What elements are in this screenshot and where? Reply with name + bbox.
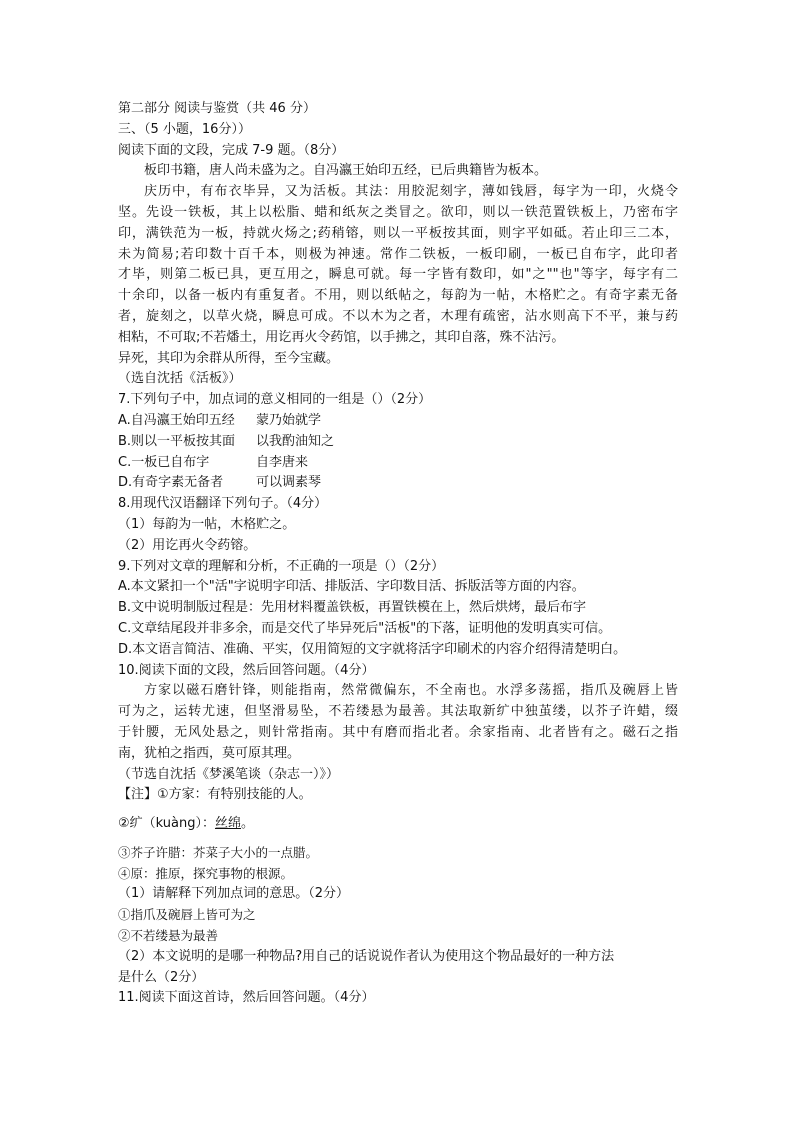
q9-option-a[interactable]: A.本文紧扣一个"活"字说明字印活、排版活、字印数目活、拆版活等方面的内容。 xyxy=(118,579,585,595)
q10-note-1: 【注】①方家：有特别技能的人。 xyxy=(118,787,312,803)
option-sentence-1: C.一板已自布字 xyxy=(118,454,210,470)
q10-stem: 10.阅读下面的文段，然后回答问题。（4分） xyxy=(118,662,375,678)
passage-line: 十余印，以备一板内有重复者。不用，则以纸帖之，每韵为一帖，木格贮之。有奇字素无备 xyxy=(118,288,678,304)
q8-stem: 8.用现代汉语翻译下列句子。（4分） xyxy=(118,496,328,512)
reading-instruction: 阅读下面的文段，完成 7-9 题。（8分） xyxy=(118,142,345,158)
passage-line: 于针腰，无风处悬之，则针常指南。其中有磨而指北者。余家指南、北者皆有之。磁石之指 xyxy=(118,724,678,740)
q11-stem: 11.阅读下面这首诗，然后回答问题。（4分） xyxy=(118,990,375,1006)
option-sentence-1: D.有奇字素无备者 xyxy=(118,475,224,491)
option-sentence-1: B.则以一平板按其面 xyxy=(118,433,236,449)
passage1-paragraph1: 板印书籍，唐人尚未盛为之。自冯瀛王始印五经，已后典籍皆为板本。 xyxy=(144,163,548,179)
note-2-prefix: ②纩（kuàng）： xyxy=(118,816,215,832)
passage-line: 才毕，则第二板已具，更互用之，瞬息可就。每一字皆有数印，如"之""也"等字，每字有二 xyxy=(118,267,678,283)
section-title: 第二部分 阅读与鉴赏（共 46 分） xyxy=(118,101,316,116)
passage-line: 方家以磁石磨针锋，则能指南，然常微偏东，不全南也。水浮多荡摇，指爪及碗唇上皆 xyxy=(144,683,678,699)
passage-line: 相粘，不可取;不若燔土，用讫再火令药馆，以手拂之，其印自落，殊不沾污。 xyxy=(118,329,565,345)
q10-source: （节选自沈括《梦溪笔谈（杂志一）》） xyxy=(118,766,340,782)
passage1-source: （选自沈括《活板》） xyxy=(118,371,242,387)
q9-option-b[interactable]: B.文中说明制版过程是：先用材料覆盖铁板，再置铁模在上，然后烘烤，最后布字 xyxy=(118,600,587,616)
q10-sub1-stem: （1）请解释下列加点词的意思。（2分） xyxy=(118,886,350,902)
q10-sub2-line-1: （2）本文说明的是哪一种物品?用自己的话说说作者认为使用这个物品最好的一种方法 xyxy=(118,948,615,964)
note-2-suffix: 。 xyxy=(241,816,255,832)
passage-line: 南，犹柏之指西，莫可原其理。 xyxy=(118,745,301,761)
passage-line: 可为之，运转尤速，但坚滑易坠，不若缕悬为最善。其法取新纩中独茧缕，以芥子许蜡，缀 xyxy=(118,704,678,720)
passage1-paragraph3: 异死，其印为余群从所得，至今宝藏。 xyxy=(118,350,340,366)
option-sentence-2: 蒙乃始就学 xyxy=(256,412,322,428)
q9-option-c[interactable]: C.文章结尾段并非多余，而是交代了毕异死后"活板"的下落，证明他的发明真实可信。 xyxy=(118,620,612,636)
q10-sub2-line-2: 是什么（2分） xyxy=(118,969,205,985)
passage-line: 庆历中，有布衣毕异，又为活板。其法：用胶泥刻字，薄如钱唇，每字为一印，火烧令 xyxy=(144,184,678,200)
option-sentence-2: 自李唐来 xyxy=(256,454,309,470)
note-2-word: 丝绵 xyxy=(214,816,241,832)
passage-line: 印，满铁范为一板，持就火炀之;药稍镕，则以一平板按其面，则字平如砥。若止印三二本， xyxy=(118,225,678,241)
q10-sub1-item-2: ②不若缕悬为最善 xyxy=(118,928,219,944)
q7-option-b[interactable] xyxy=(118,432,678,453)
section-subtitle: 三、（5 小题，16分）） xyxy=(118,121,251,137)
option-sentence-2: 可以调素琴 xyxy=(256,475,322,491)
q7-option-a[interactable] xyxy=(118,411,678,432)
passage1-paragraph2 xyxy=(118,182,678,348)
q8-item-1: （1）每韵为一帖，木格贮之。 xyxy=(118,516,296,532)
q10-note-4: ④原：推原，探究事物的根源。 xyxy=(118,865,294,881)
q9-stem: 9.下列对文章的理解和分析，不正确的一项是（）（2分） xyxy=(118,558,445,574)
passage-line: 坚。先设一铁板，其上以松脂、蜡和纸灰之类冒之。欲印，则以一铁范置铁板上，乃密布字 xyxy=(118,204,678,220)
q10-sub1-item-1: ①指爪及碗唇上皆可为之 xyxy=(118,907,256,923)
q10-note-3: ③芥子许腊：芥菜子大小的一点腊。 xyxy=(118,844,319,860)
option-sentence-2: 以我酌油知之 xyxy=(256,433,335,449)
passage-line: 未为简易;若印数十百千本，则极为神速。常作二铁板，一板印刷，一板已自布字，此印者 xyxy=(118,246,678,262)
q7-stem: 7.下列句子中，加点词的意义相同的一组是（）（2分） xyxy=(118,392,432,408)
option-sentence-1: A.自冯瀛王始印五经 xyxy=(118,412,235,428)
q10-note-2 xyxy=(118,814,678,835)
q10-passage xyxy=(118,681,678,764)
q7-option-d[interactable] xyxy=(118,473,678,494)
q8-item-2: （2）用讫再火令药镕。 xyxy=(118,537,257,553)
exam-page xyxy=(118,99,678,1009)
q9-option-d[interactable]: D.本文语言简洁、准确、平实，仅用简短的文字就将活字印刷术的内容介绍得清楚明白。 xyxy=(118,641,627,657)
passage-line: 者，旋刻之，以草火烧，瞬息可成。不以木为之者，木理有疏密，沾水则高下不平，兼与药 xyxy=(118,308,678,324)
q7-option-c[interactable] xyxy=(118,453,678,474)
